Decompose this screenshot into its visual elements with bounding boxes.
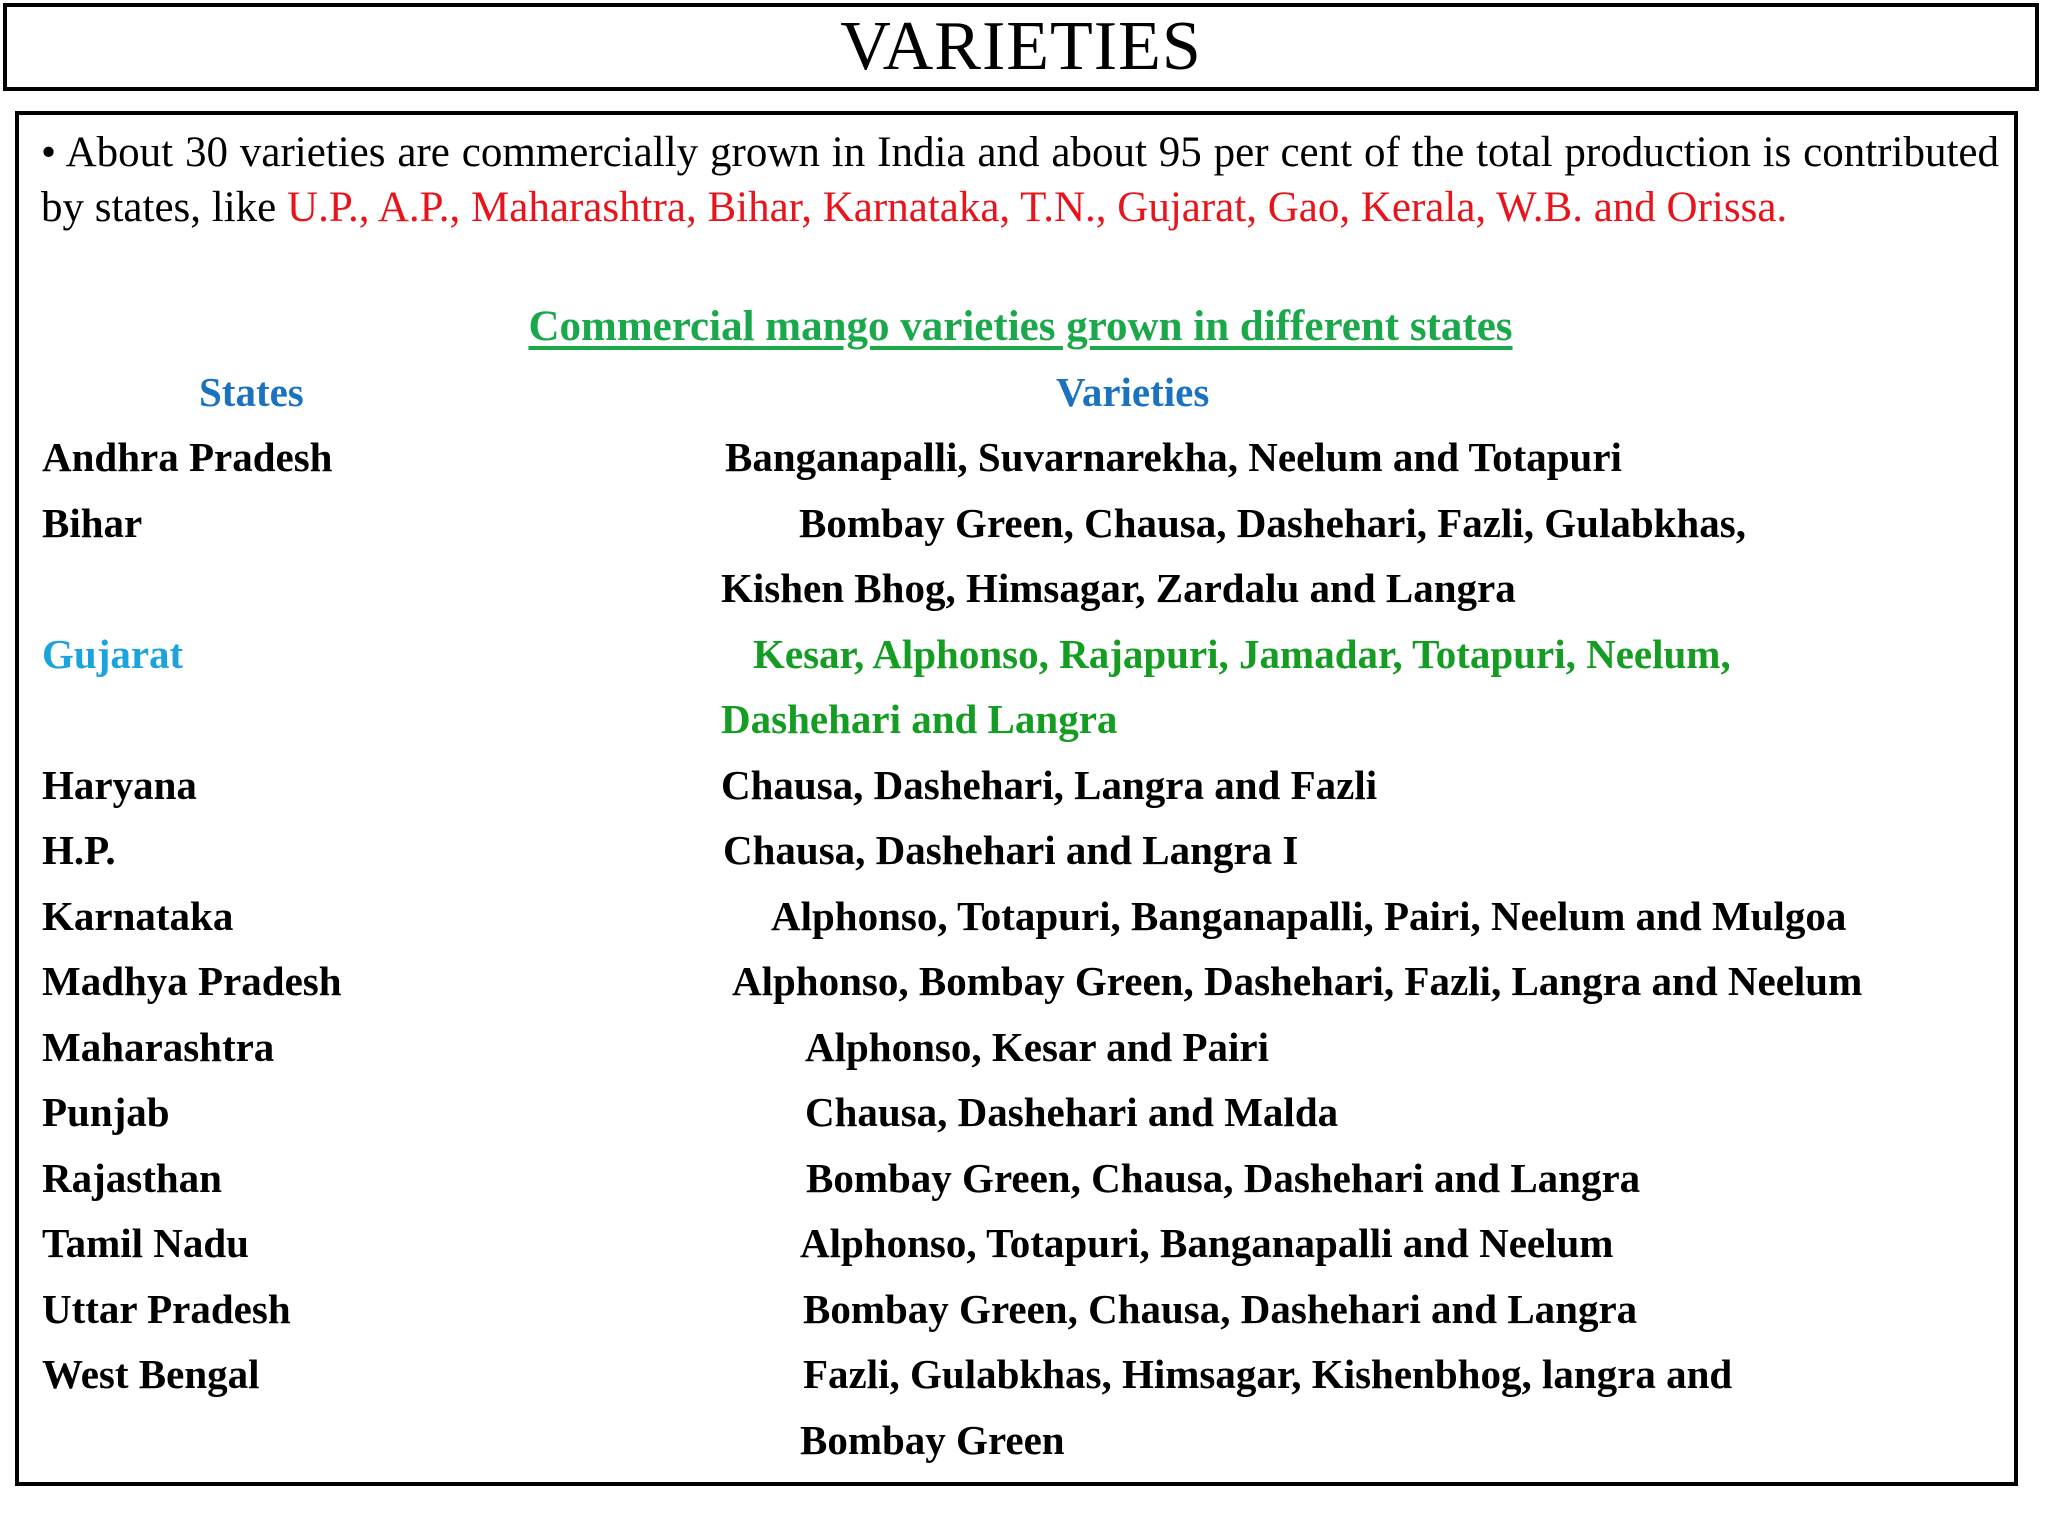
state-tamil-nadu: Tamil Nadu	[42, 1220, 249, 1266]
state-uttar-pradesh: Uttar Pradesh	[42, 1286, 291, 1332]
header-states: States	[199, 369, 304, 415]
intro-states-list: U.P., A.P., Maharashtra, Bihar, Karnataka, T.N., Gujarat, Gao, Kerala, W.B. and Orissa.	[287, 184, 1788, 231]
state-gujarat: Gujarat	[42, 631, 184, 677]
varieties-punjab: Chausa, Dashehari and Malda	[805, 1089, 1339, 1135]
varieties-tamil-nadu: Alphonso, Totapuri, Banganapalli and Neelum	[800, 1220, 1614, 1266]
content-box	[15, 111, 2018, 1486]
state-andhra-pradesh: Andhra Pradesh	[42, 434, 333, 480]
varieties-andhra-pradesh: Banganapalli, Suvarnarekha, Neelum and Totapuri	[725, 434, 1622, 480]
varieties-maharashtra: Alphonso, Kesar and Pairi	[805, 1024, 1269, 1070]
varieties-rajasthan: Bombay Green, Chausa, Dashehari and Langra	[806, 1155, 1641, 1201]
varieties-gujarat-line1: Kesar, Alphonso, Rajapuri, Jamadar, Totapuri, Neelum,	[753, 631, 1731, 677]
state-haryana: Haryana	[42, 762, 197, 808]
varieties-bihar-line1: Bombay Green, Chausa, Dashehari, Fazli, Gulabkhas,	[799, 500, 1746, 546]
intro-paragraph	[41, 125, 1999, 235]
state-madhya-pradesh: Madhya Pradesh	[42, 958, 342, 1004]
varieties-uttar-pradesh: Bombay Green, Chausa, Dashehari and Langra	[803, 1286, 1638, 1332]
varieties-gujarat-line2: Dashehari and Langra	[721, 696, 1118, 742]
state-bihar: Bihar	[42, 500, 143, 546]
page-title: VARIETIES	[840, 8, 1202, 85]
varieties-karnataka: Alphonso, Totapuri, Banganapalli, Pairi, Neelum and Mulgoa	[771, 893, 1847, 939]
varieties-hp: Chausa, Dashehari and Langra I	[723, 827, 1299, 873]
header-varieties: Varieties	[1056, 369, 1210, 415]
state-punjab: Punjab	[42, 1089, 170, 1135]
state-rajasthan: Rajasthan	[42, 1155, 222, 1201]
state-maharashtra: Maharashtra	[42, 1024, 275, 1070]
varieties-west-bengal-line1: Fazli, Gulabkhas, Himsagar, Kishenbhog, langra and	[803, 1351, 1733, 1397]
state-karnataka: Karnataka	[42, 893, 234, 939]
intro-text: About 30 varieties are commercially grown in India and about 95 per cent of the total production is contributed by states, like	[41, 129, 1999, 231]
state-west-bengal: West Bengal	[42, 1351, 260, 1397]
varieties-madhya-pradesh: Alphonso, Bombay Green, Dashehari, Fazli, Langra and Neelum	[732, 958, 1863, 1004]
title-box	[3, 3, 2039, 91]
varieties-bihar-line2: Kishen Bhog, Himsagar, Zardalu and Langra	[721, 565, 1516, 611]
bullet: •	[41, 129, 57, 176]
state-hp: H.P.	[42, 827, 116, 873]
varieties-haryana: Chausa, Dashehari, Langra and Fazli	[721, 762, 1378, 808]
table-title: Commercial mango varieties grown in different states	[528, 303, 1513, 350]
varieties-west-bengal-line2: Bombay Green	[800, 1417, 1065, 1463]
